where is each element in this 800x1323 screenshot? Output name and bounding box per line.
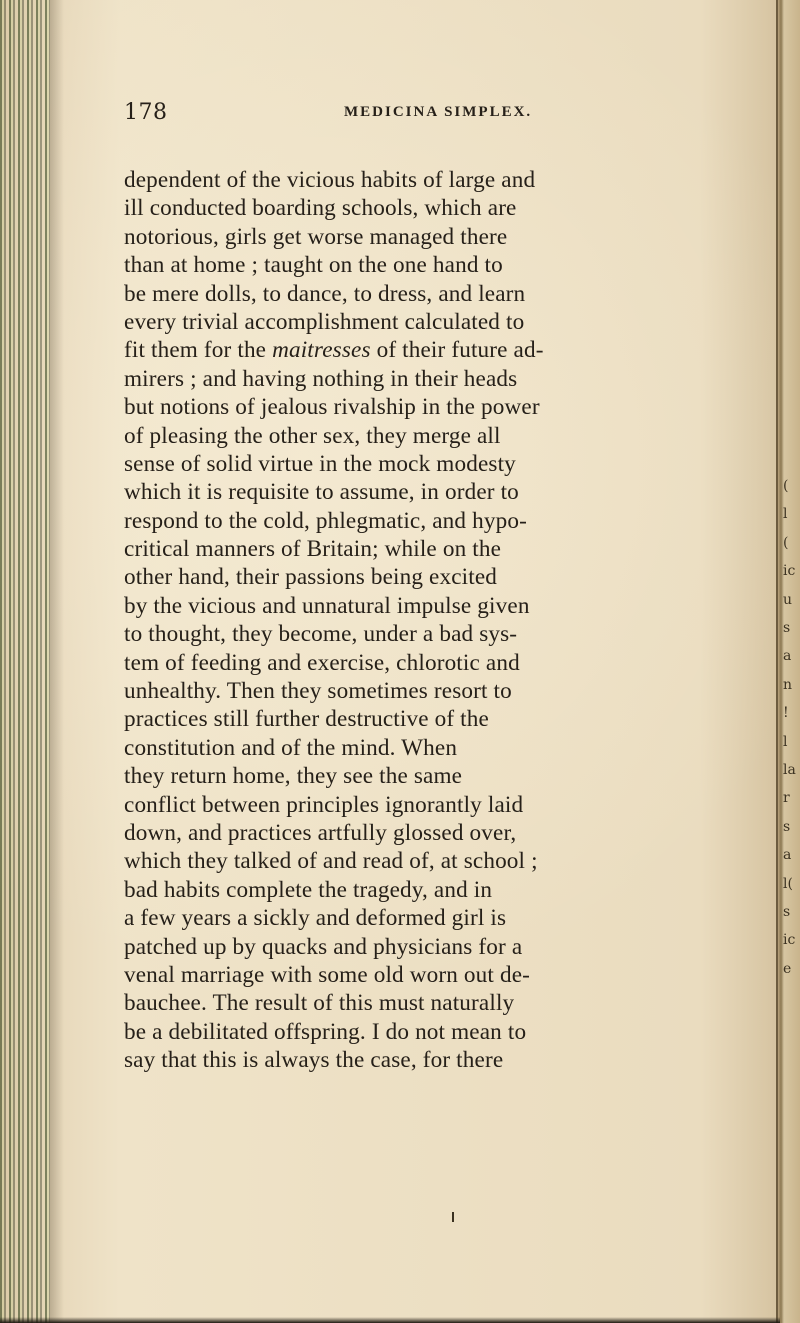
- adjacent-page-fragment: la: [783, 762, 796, 778]
- text-line: bad habits complete the tragedy, and in: [124, 876, 493, 903]
- adjacent-page-fragment: s: [783, 818, 791, 835]
- adjacent-page-fragment: u: [783, 591, 793, 608]
- text-line: ill conducted boarding schools, which are: [124, 195, 517, 222]
- text-fragment: of their future ad-: [370, 337, 544, 364]
- page-bottom-shadow: [0, 1317, 780, 1323]
- text-line: dependent of the vicious habits of large and: [124, 167, 536, 193]
- adjacent-page-fragment: r: [783, 790, 790, 807]
- text-line-with-italic: [124, 336, 764, 364]
- adjacent-page-fragment: l: [783, 506, 788, 523]
- text-line: critical manners of Britain; while on the: [124, 536, 502, 563]
- text-line: by the vicious and unnatural impulse given: [124, 592, 530, 619]
- adjacent-page-fragment: a: [783, 648, 792, 665]
- adjacent-page-fragment: s: [783, 904, 791, 920]
- text-line: be a debilitated offspring. I do not mean to: [124, 1018, 527, 1045]
- binding-gutter: [0, 0, 50, 1323]
- text-line: every trivial accomplishment calculated to: [124, 308, 525, 335]
- adjacent-page-fragment: l: [783, 733, 788, 750]
- italic-word: maitresses: [272, 337, 371, 364]
- text-line: practices still further destructive of the: [124, 706, 489, 733]
- text-line: be mere dolls, to dance, to dress, and learn: [124, 280, 526, 307]
- adjacent-page-fragment: a: [783, 847, 792, 864]
- text-line: a few years a sickly and deformed girl is: [124, 905, 507, 932]
- text-line: venal marriage with some old worn out de-: [124, 961, 531, 988]
- text-line: notorious, girls get worse managed there: [124, 223, 508, 250]
- text-line: to thought, they become, under a bad sys-: [124, 621, 518, 648]
- adjacent-page-edge: [776, 0, 800, 1323]
- adjacent-page-fragment: n: [783, 676, 793, 693]
- text-line: patched up by quacks and physicians for a: [124, 933, 523, 960]
- text-line: other hand, their passions being excited: [124, 564, 498, 591]
- text-line: bauchee. The result of this must naturally: [124, 990, 515, 1017]
- text-line: down, and practices artfully glossed over,: [124, 819, 517, 846]
- adjacent-page-fragment: ic: [783, 563, 796, 580]
- text-line: mirers ; and having nothing in their heads: [124, 365, 518, 392]
- text-line: but notions of jealous rivalship in the power: [124, 394, 540, 421]
- text-line: tem of feeding and exercise, chlorotic and: [124, 649, 520, 676]
- text-line: than at home ; taught on the one hand to: [124, 252, 503, 279]
- adjacent-page-fragment: s: [783, 620, 791, 636]
- text-line: respond to the cold, phlegmatic, and hypo-: [124, 507, 527, 534]
- adjacent-page-fragment: l(: [783, 875, 793, 892]
- printer-mark: [452, 1212, 454, 1222]
- text-fragment: fit them for the: [124, 337, 273, 364]
- text-line: they return home, they see the same: [124, 763, 463, 790]
- text-line: constitution and of the mind. When: [124, 734, 458, 761]
- body-text: [124, 166, 764, 1075]
- adjacent-page-fragment: ic: [783, 932, 796, 949]
- page-header: [124, 100, 744, 130]
- running-head: MEDICINA SIMPLEX.: [344, 104, 533, 120]
- text-line: unhealthy. Then they sometimes resort to: [124, 678, 512, 705]
- adjacent-page-fragment: e: [783, 960, 792, 977]
- adjacent-page-fragment: !: [783, 705, 789, 722]
- text-line: which they talked of and read of, at school ;: [124, 848, 538, 875]
- adjacent-page-fragment: (: [783, 534, 789, 551]
- adjacent-page-fragment: (: [783, 478, 789, 494]
- text-line: of pleasing the other sex, they merge all: [124, 422, 501, 449]
- text-line: say that this is always the case, for there: [124, 1047, 504, 1074]
- page-number: 178: [124, 100, 168, 125]
- text-line: which it is requisite to assume, in order to: [124, 479, 519, 506]
- text-line: sense of solid virtue in the mock modesty: [124, 450, 516, 477]
- text-line: conflict between principles ignorantly laid: [124, 791, 524, 818]
